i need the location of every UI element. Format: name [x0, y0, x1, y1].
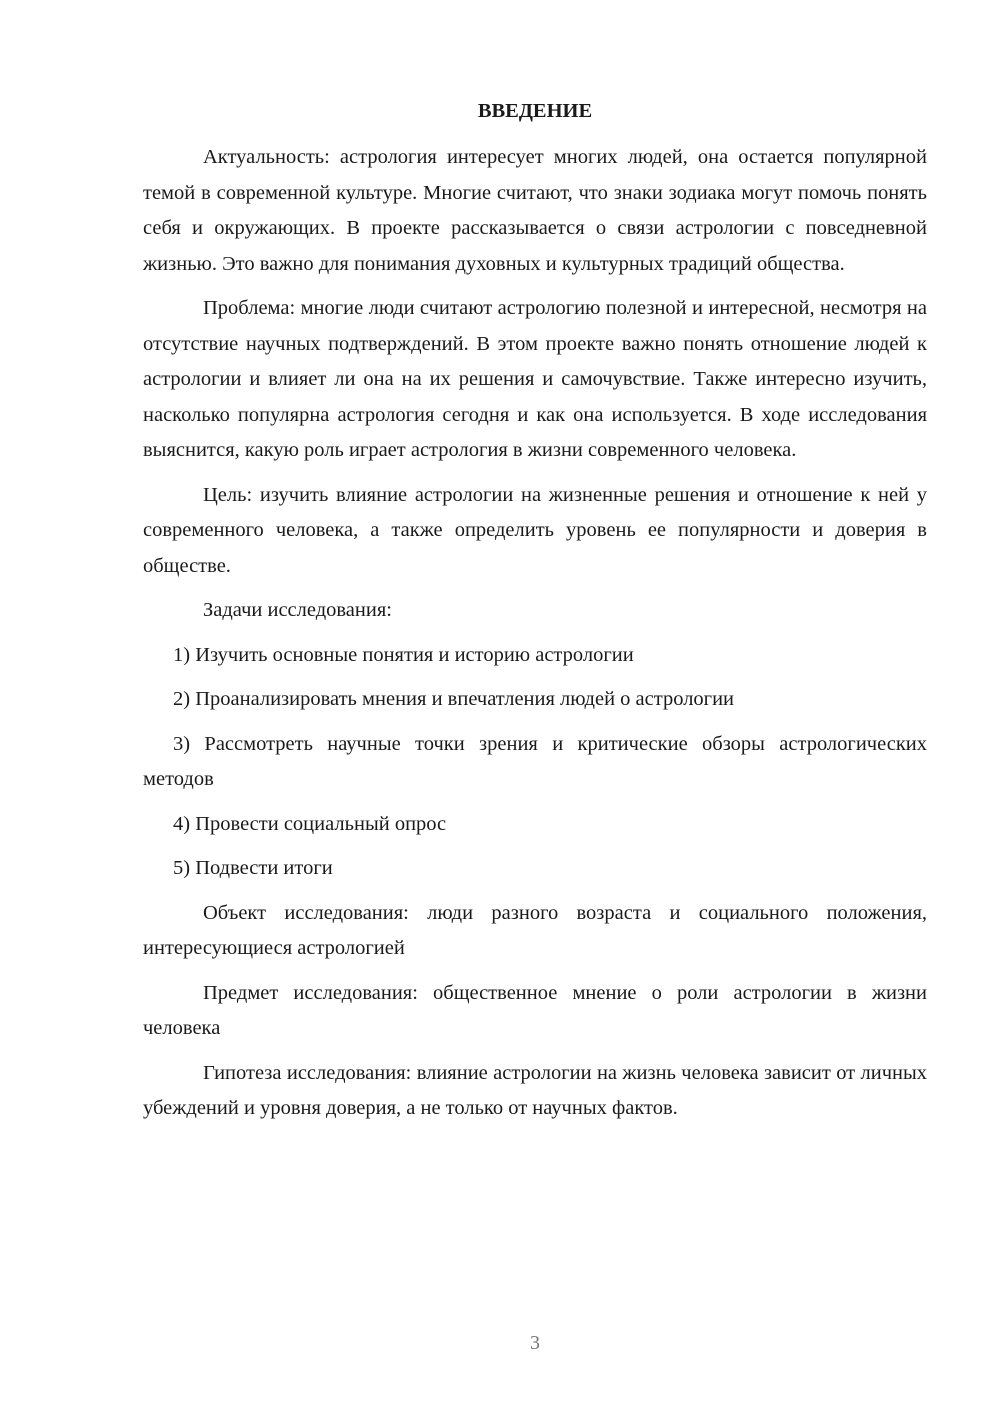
page-number: 3	[530, 1332, 540, 1354]
paragraph-object: Объект исследования: люди разного возраста и социального положения, интересующиеся астрологией	[143, 901, 927, 959]
page-content	[143, 94, 927, 1136]
paragraph-subject: Предмет исследования: общественное мнение о роли астрологии в жизни человека	[143, 981, 927, 1039]
list-item: 5) Подвести итоги	[173, 857, 333, 879]
list-item: 2) Проанализировать мнения и впечатления людей о астрологии	[173, 688, 735, 710]
list-item: 1) Изучить основные понятия и историю астрологии	[173, 643, 634, 666]
paragraph-problem: Проблема: многие люди считают астрологию полезной и интересной, несмотря на отсутствие научных подтверждений. В этом проекте важно понять отношение людей к астрологии и влияет ли она на их решения и самочувствие. Также интересно изучить, насколько популярна астрология сегодня и как она используется. В ходе исследования выяснится, какую роль играет астрология в жизни современного человека.	[143, 297, 927, 461]
paragraph-relevance: Актуальность: астрология интересует многих людей, она остается популярной темой в современной культуре. Многие считают, что знаки зодиака могут помочь понять себя и окружающих. В проекте рассказывается о связи астрологии с повседневной жизнью. Это важно для понимания духовных и культурных традиций общества.	[143, 146, 927, 275]
paragraph-tasks-heading: Задачи исследования:	[203, 599, 392, 621]
list-item: 3) Рассмотреть научные точки зрения и критические обзоры астрологических методов	[143, 732, 927, 790]
task-list	[143, 638, 927, 887]
section-title: ВВЕДЕНИЕ	[477, 100, 593, 122]
list-item: 4) Провести социальный опрос	[173, 812, 447, 835]
paragraph-hypothesis: Гипотеза исследования: влияние астрологии на жизнь человека зависит от личных убеждений и уровня доверия, а не только от научных фактов.	[143, 1061, 927, 1119]
paragraph-goal: Цель: изучить влияние астрологии на жизненные решения и отношение к ней у современного человека, а также определить уровень ее популярности и доверия в обществе.	[143, 483, 927, 577]
